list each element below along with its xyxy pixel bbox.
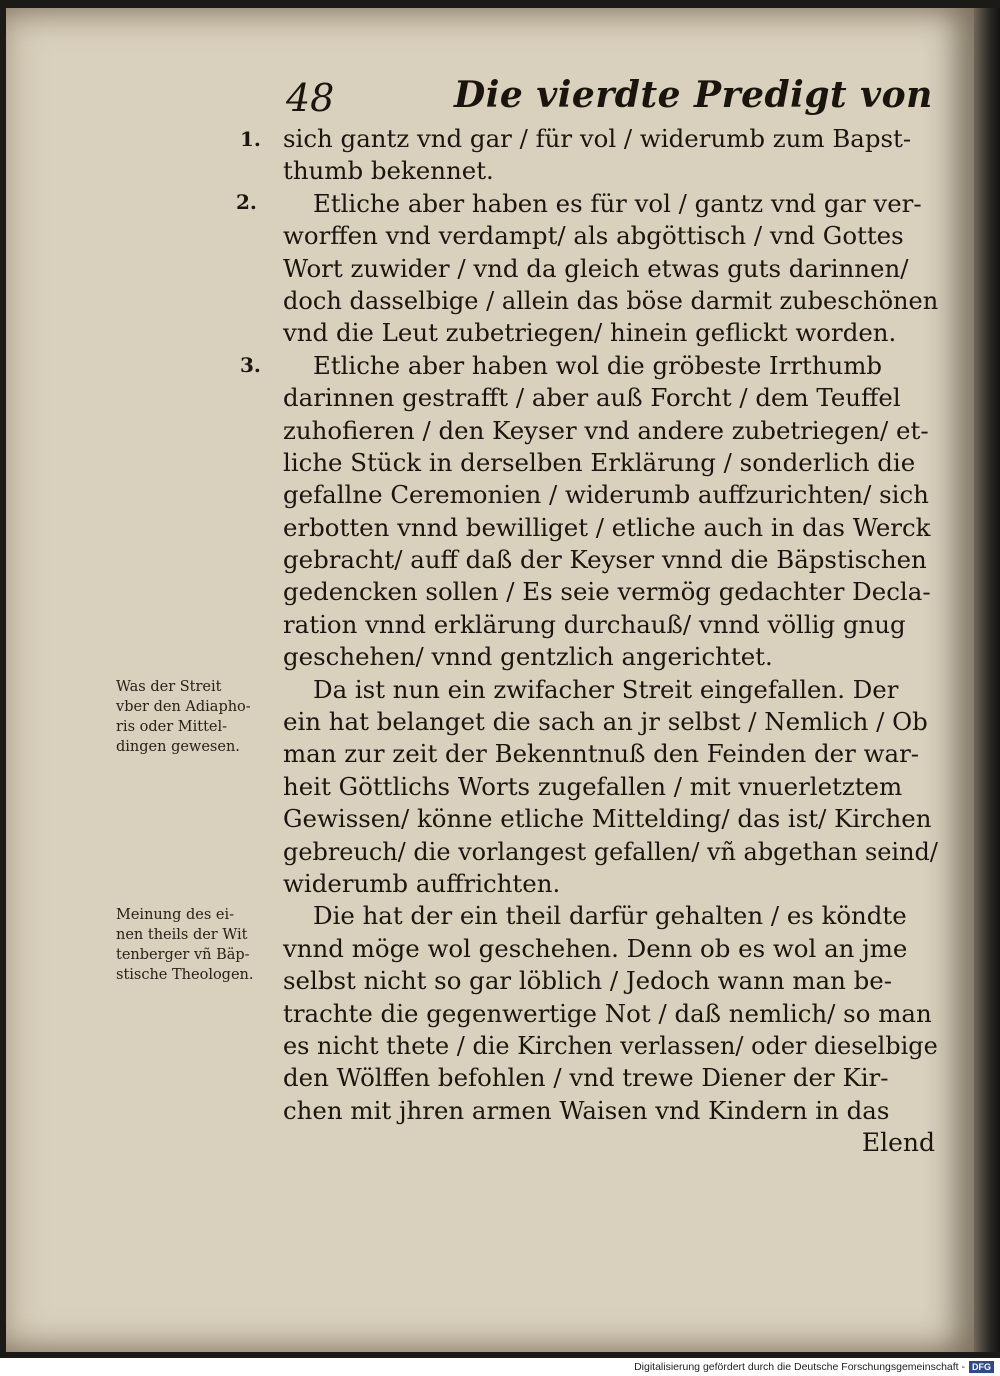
text-line: es nicht thete / die Kirchen verlassen/ oder dieselbige bbox=[283, 1031, 938, 1060]
footer-text: Digitalisierung gefördert durch die Deutsche Forschungsgemeinschaft - bbox=[634, 1361, 965, 1373]
text-line: ration vnnd erklärung durchauß/ vnnd völlig gnug bbox=[283, 609, 906, 639]
text-line: Da ist nun ein zwifacher Streit eingefallen. Der bbox=[313, 674, 899, 704]
text-line: darinnen gestrafft / aber auß Forcht / dem Teuffel bbox=[283, 383, 901, 413]
page-number: 48 bbox=[286, 76, 335, 120]
margin-note-line: dingen gewesen. bbox=[116, 739, 240, 755]
catchword: Elend bbox=[861, 1128, 935, 1158]
body-text bbox=[283, 123, 953, 1160]
margin-note-meinung bbox=[116, 905, 284, 985]
margin-note-line: ris oder Mittel- bbox=[116, 719, 228, 735]
page-header bbox=[280, 70, 940, 130]
text-line: vnd die Leut zubetriegen/ hinein geflickt worden. bbox=[283, 318, 897, 348]
text-line: vnnd möge wol geschehen. Denn ob es wol an jme bbox=[283, 933, 908, 963]
text-line: Etliche aber haben wol die gröbeste Irrthumb bbox=[313, 350, 883, 380]
text-line: ein hat belanget die sach an jr selbst / Nemlich / Ob bbox=[283, 707, 928, 737]
margin-note-line: tenberger vñ Bäp- bbox=[116, 947, 250, 963]
text-line: Wort zuwider / vnd da gleich etwas guts darinnen/ bbox=[283, 253, 909, 283]
margin-note-streit bbox=[116, 677, 284, 757]
margin-note-line: stische Theologen. bbox=[116, 967, 254, 983]
text-line: worffen vnd verdampt/ als abgöttisch / vnd Gottes bbox=[283, 221, 904, 251]
text-line: selbst nicht so gar löblich / Jedoch wann man be- bbox=[283, 966, 892, 996]
digitization-footer bbox=[590, 1359, 994, 1376]
text-line: den Wölffen befohlen / vnd trewe Diener der Kir- bbox=[283, 1063, 889, 1093]
running-title: Die vierdte Predigt von bbox=[454, 74, 933, 116]
text-line: trachte die gegenwertige Not / daß nemlich/ so man bbox=[283, 998, 932, 1028]
text-line: gebracht/ auff daß der Keyser vnnd die Bäpstischen bbox=[283, 545, 927, 575]
text-line: thumb bekennet. bbox=[283, 156, 494, 186]
text-line: liche Stück in derselben Erklärung / sonderlich die bbox=[283, 447, 916, 477]
margin-note-line: Was der Streit bbox=[116, 679, 222, 695]
text-line: widerumb auffrichten. bbox=[283, 868, 561, 898]
text-line: doch dasselbige / allein das böse darmit zubeschönen bbox=[283, 286, 939, 315]
text-line: zuhofieren / den Keyser vnd andere zubetriegen/ et- bbox=[283, 415, 929, 445]
margin-note-line: nen theils der Wit bbox=[116, 927, 248, 943]
text-line: Die hat der ein theil darfür gehalten / es köndte bbox=[313, 901, 907, 931]
text-line: heit Göttlichs Worts zugefallen / mit vnuerletztem bbox=[283, 771, 903, 801]
text-line: gefallne Ceremonien / widerumb auffzurichten/ sich bbox=[283, 480, 929, 510]
text-line: Gewissen/ könne etliche Mittelding/ das ist/ Kirchen bbox=[283, 804, 932, 834]
text-line: gebreuch/ die vorlangest gefallen/ vñ abgethan seind/ bbox=[283, 837, 938, 866]
text-line: chen mit jhren armen Waisen vnd Kindern in das bbox=[283, 1095, 890, 1125]
page-edge-shadow bbox=[974, 8, 1000, 1352]
text-line: gedencken sollen / Es seie vermög gedachter Decla- bbox=[283, 577, 931, 607]
dfg-logo: DFG bbox=[969, 1361, 994, 1373]
text-line: Etliche aber haben es für vol / gantz vnd gar ver- bbox=[313, 188, 922, 218]
text-line: erbotten vnnd bewilliget / etliche auch in das Werck bbox=[283, 512, 931, 542]
list-marker-2: 2. bbox=[236, 190, 257, 214]
text-line: man zur zeit der Bekenntnuß den Feinden der war- bbox=[283, 739, 920, 769]
list-marker-1: 1. bbox=[240, 127, 261, 151]
margin-note-line: Meinung des ei- bbox=[116, 907, 235, 923]
margin-note-line: vber den Adiapho- bbox=[116, 699, 251, 715]
text-line: geschehen/ vnnd gentzlich angerichtet. bbox=[283, 642, 773, 672]
text-line: sich gantz vnd gar / für vol / widerumb zum Bapst- bbox=[283, 124, 912, 153]
list-marker-3: 3. bbox=[240, 353, 261, 377]
